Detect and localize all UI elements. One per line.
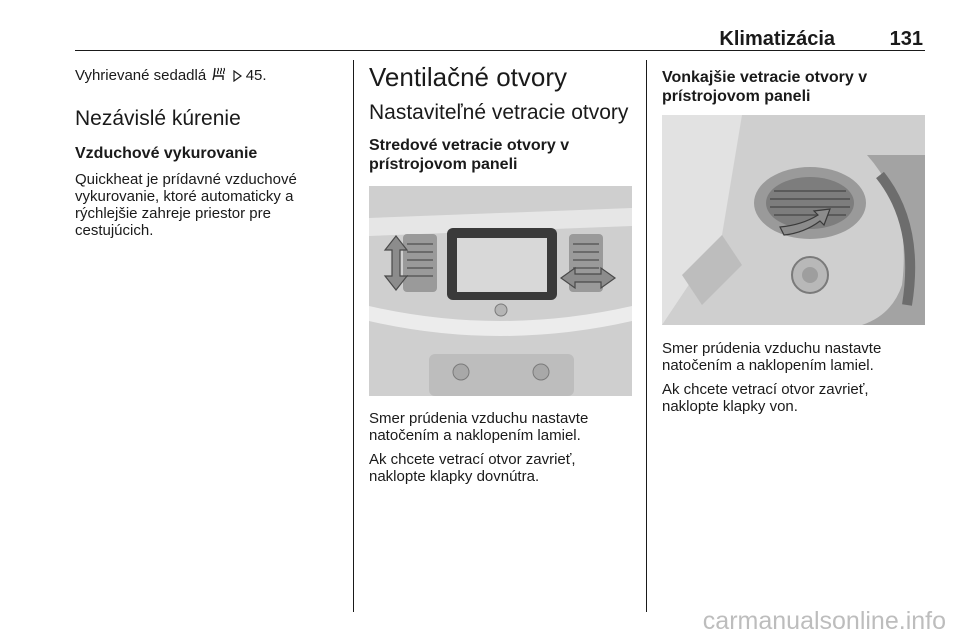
section-title-line2: prístrojovom paneli [369,156,518,173]
section-title-center-vents [369,136,634,174]
outer-vents-illustration [662,115,925,325]
center-vents-illustration [369,186,632,396]
section-title-line2: prístrojovom paneli [662,88,811,105]
paragraph-outer-close: Ak chcete vetrací otvor zavrieť, naklopte klapky von. [662,381,869,415]
paragraph-outer-direction: Smer prúdenia vzduchu nastavte natočením a naklopením lamiel. [662,340,882,374]
column-3 [662,60,927,415]
section-title-outer-vents [662,68,927,106]
paragraph-center-close: Ak chcete vetrací otvor zavrieť, naklopte klapky dovnútra. [369,451,576,485]
subheading-vzduchove-vykurovanie: Vzduchové vykurovanie [75,145,258,162]
paragraph-quickheat: Quickheat je prídavné vzduchové vykurovanie, ktoré automaticky a rýchlejšie zahreje priestor pre cestujúcich. [75,171,297,239]
heading-nezavisle-kurenie: Nezávislé kúrenie [75,107,241,130]
page-number: 131 [889,28,923,50]
section-title-line1: Stredové vetracie otvory v [369,137,570,154]
intro-text: Vyhrievané sedadlá [75,67,207,84]
page-header [75,26,925,51]
page-reference-triangle-icon [233,70,242,82]
column-divider-2 [646,60,647,612]
column-divider-1 [353,60,354,612]
section-title: Klimatizácia [719,28,835,50]
subheading-nastavitelne-otvory: Nastaviteľné vetracie otvory [369,101,629,124]
seat-heating-icon [210,66,228,82]
heading-ventilacne-otvory: Ventilačné otvory [369,62,568,92]
column-1 [75,60,340,239]
intro-page-ref: 45. [245,67,267,84]
watermark: carmanualsonline.info [702,607,946,635]
column-2 [369,60,634,485]
paragraph-center-direction: Smer prúdenia vzduchu nastavte natočením a naklopením lamiel. [369,410,589,444]
intro-line [75,66,340,84]
section-title-line1: Vonkajšie vetracie otvory v [662,69,868,86]
